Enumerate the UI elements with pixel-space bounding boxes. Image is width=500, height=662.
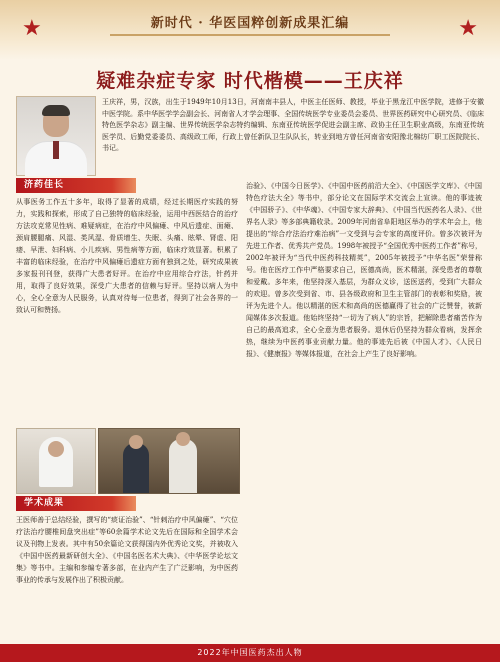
section-medical-skill-text: 从事医务工作五十多年，取得了显著的成绩，经过长期医疗实践的努力，实践和探索，形成了自己独特的临床经验，运用中西医结合的治疗方法攻克常见性病、难疑病症，在治疗中风偏瘫、中风后遗症、面瘫、颈肩腰腿痛、风湿、类风湿、骨质增生、失眠、头痛、眩晕、肾虚、阳痿、早泄、妇科病、小儿疾病、男性病等方面，临床疗效显著。积累了丰富的临床经验，在治疗中风偏瘫后遗症方面有独到之处，研究成果被多家报刊刊登，获得广大患者好评。在治疗中应用综合疗法，针药并用，取得了良好效果，深受广大患者的信赖与好评。坚持以病人为中心，全心全意为人民服务，认真对待每一位患者，得到了社会各界的一致认可和赞扬。 (16, 198, 238, 314)
photo-award-ceremony (98, 428, 240, 494)
banner-divider (110, 34, 390, 36)
right-column-text: 治验》、《中国今日医学》、《中国中医药前沿大全》、《中国医学文库》、《中国特色疗法大全》等书中，部分论文在国际学术交流会上宣读。他的事迹被《中国骄子》、《中华魂》、《中国专家大辞典》、《中国当代医药名人录》、《世界名人录》等多部典籍收录。2009年河南省阜阳地区举办的学术年会上，他提出的“综合疗法治疗难治病”一文受到与会专家的高度评价。曾多次被评为先进工作者、优秀共产党员。1998年被授予“全国优秀中医药工作者”称号，2002年被评为“当代中医药科技精英”，2005年被授予“中华名医”荣誉称号。他在医疗工作中严格要求自己，医德高尚，医术精湛，深受患者的尊敬和爱戴。多年来，他坚持深入基层，为群众义诊，送医送药，受到广大群众的欢迎。曾多次受到省、市、县各级政府和卫生主管部门的表彰和奖励，被评为先进个人。他以精湛的医术和高尚的医德赢得了社会的广泛赞誉，被新闻媒体多次报道。他始终坚持“一切为了病人”的宗旨，把解除患者痛苦作为自己的最高追求，全心全意为患者服务。退休后仍坚持为群众看病，发挥余热，继续为中医药事业贡献力量。他的事迹先后被《中国人才》、《人民日报》、《健康报》等媒体报道，在社会上产生了良好影响。 (246, 182, 482, 358)
article-title: 疑难杂症专家 时代楷模——王庆祥 (96, 70, 404, 92)
section-academic-text: 王医师善于总结经验，撰写的“痰证治验”、“针刺治疗中风偏瘫”、“穴位疗法治疗腰椎间盘突出症”等60余篇学术论文先后在国际和全国学术会议及刊物上发表。其中有50余篇论文获得国内外优秀论文奖，并被收入《中国中医药最新研创大全》、《中国名医名术大典》、《中华医学论坛文集》等书中。主编和参编专著多部，在业内产生了广泛影响，为中医药事业的传承与发展作出了积极贡献。 (16, 516, 238, 584)
page-footer: 2022年中国医药杰出人物 (0, 644, 500, 662)
section-heading-academic: 学术成果 (16, 496, 136, 511)
photo-doctor (16, 428, 96, 494)
portrait-photo (16, 96, 96, 176)
star-icon: ★ (22, 16, 42, 41)
intro-paragraph: 王庆祥，男，汉族，出生于1949年10月13日，河南南丰县人，中医主任医师、教授，毕业于黑龙江中医学院，进修于安徽中医学院。系中华医学学会副会长、河南省人才学会理事、全国传统医学专业委员会委员、世界医药研究中心研究员、《临床特色医学杂志》副主编、世界传统医学杂志特约编辑、东南亚传统医学促进会副主席、政协主任卫生职业高级，东南亚传统医学员、后勤党委委员、高级政工师，行政上曾任新队卫生队队长，转业到地方曾任河南省安阳豫北棉纺厂职工医院院长、书记。 (102, 98, 484, 152)
section-heading-medical-skill: 济药佳长 (16, 178, 136, 193)
star-icon: ★ (458, 16, 478, 41)
top-banner (0, 0, 500, 60)
banner-title: 新时代 · 华医国粹创新成果汇编 (150, 16, 350, 31)
